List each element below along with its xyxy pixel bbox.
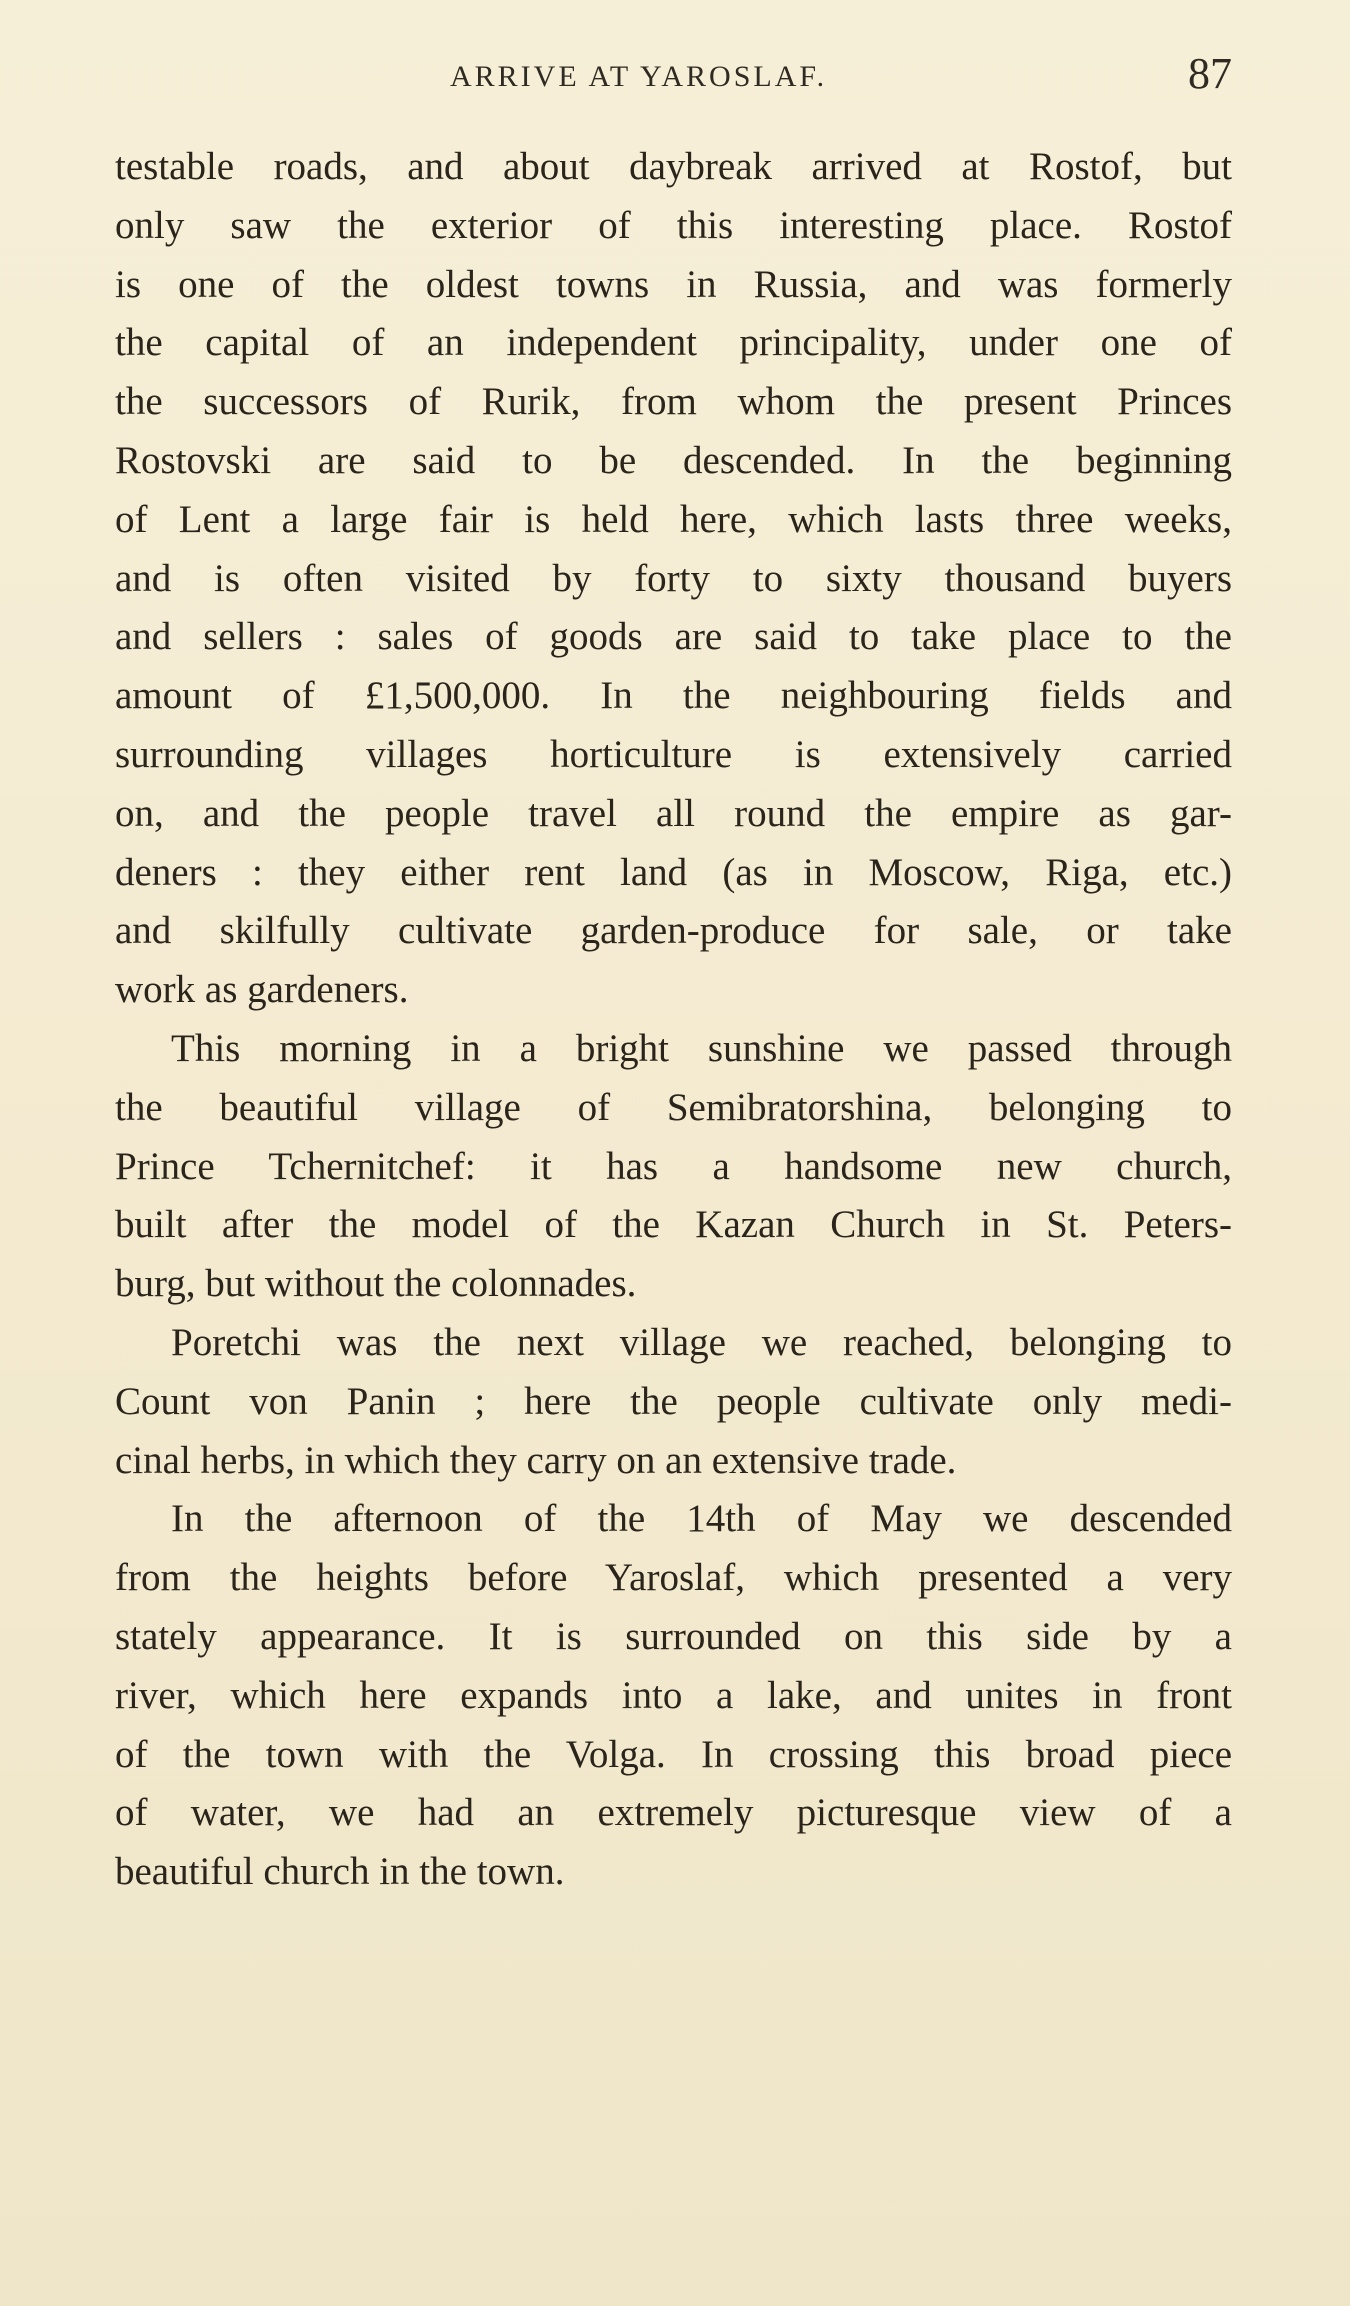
text-line: the capital of an independent principality, under one of	[115, 321, 1232, 365]
text-line: from the heights before Yaroslaf, which presented a very	[115, 1556, 1232, 1600]
text-line: and skilfully cultivate garden-produce for sale, or take	[115, 909, 1232, 953]
text-line: river, which here expands into a lake, and unites in front	[115, 1673, 1232, 1717]
text-line: Count von Panin ; here the people cultivate only medi-	[115, 1379, 1232, 1423]
text-line: is one of the oldest towns in Russia, and was formerly	[115, 262, 1232, 306]
text-line: deners : they either rent land (as in Moscow, Riga, etc.)	[115, 850, 1232, 894]
text-line: and sellers : sales of goods are said to take place to the	[115, 615, 1232, 659]
text-line: of the town with the Volga. In crossing this broad piece	[115, 1732, 1232, 1776]
text-line: burg, but without the colonnades.	[115, 1262, 637, 1306]
text-line: on, and the people travel all round the empire as gar-	[115, 791, 1232, 835]
running-head	[0, 48, 1232, 104]
paragraph-4	[115, 1490, 1232, 1902]
text-line: Rostovski are said to be descended. In the beginning	[115, 438, 1232, 482]
text-line: the beautiful village of Semibratorshina, belonging to	[115, 1085, 1232, 1129]
paragraph-2	[115, 1020, 1232, 1314]
text-line: cinal herbs, in which they carry on an extensive trade.	[115, 1438, 957, 1482]
text-line: beautiful church in the town.	[115, 1850, 565, 1894]
text-line: of Lent a large fair is held here, which lasts three weeks,	[115, 497, 1232, 541]
text-line: the successors of Rurik, from whom the present Princes	[115, 380, 1232, 424]
paragraph-1	[115, 138, 1232, 1020]
text-line: stately appearance. It is surrounded on this side by a	[115, 1614, 1232, 1658]
text-line: work as gardeners.	[115, 968, 409, 1012]
text-line: Poretchi was the next village we reached, belonging to	[171, 1320, 1232, 1364]
text-line: and is often visited by forty to sixty thousand buyers	[115, 556, 1232, 600]
paragraph-3	[115, 1314, 1232, 1490]
text-line: testable roads, and about daybreak arrived at Rostof, but	[115, 145, 1232, 188]
text-line: In the afternoon of the 14th of May we descended	[171, 1497, 1232, 1541]
text-line: of water, we had an extremely picturesque view of a	[115, 1791, 1232, 1835]
text-line: surrounding villages horticulture is extensively carried	[115, 732, 1232, 776]
text-line: This morning in a bright sunshine we passed through	[171, 1026, 1232, 1070]
text-line: only saw the exterior of this interesting place. Rostof	[115, 203, 1232, 247]
text-line: amount of £1,500,000. In the neighbouring fields and	[115, 674, 1232, 718]
body-text	[115, 138, 1232, 1902]
text-line: built after the model of the Kazan Church in St. Peters-	[115, 1203, 1232, 1247]
text-line: Prince Tchernitchef: it has a handsome new church,	[115, 1144, 1232, 1188]
page-number: 87	[1188, 49, 1232, 98]
running-title: ARRIVE AT YAROSLAF.	[450, 60, 828, 93]
